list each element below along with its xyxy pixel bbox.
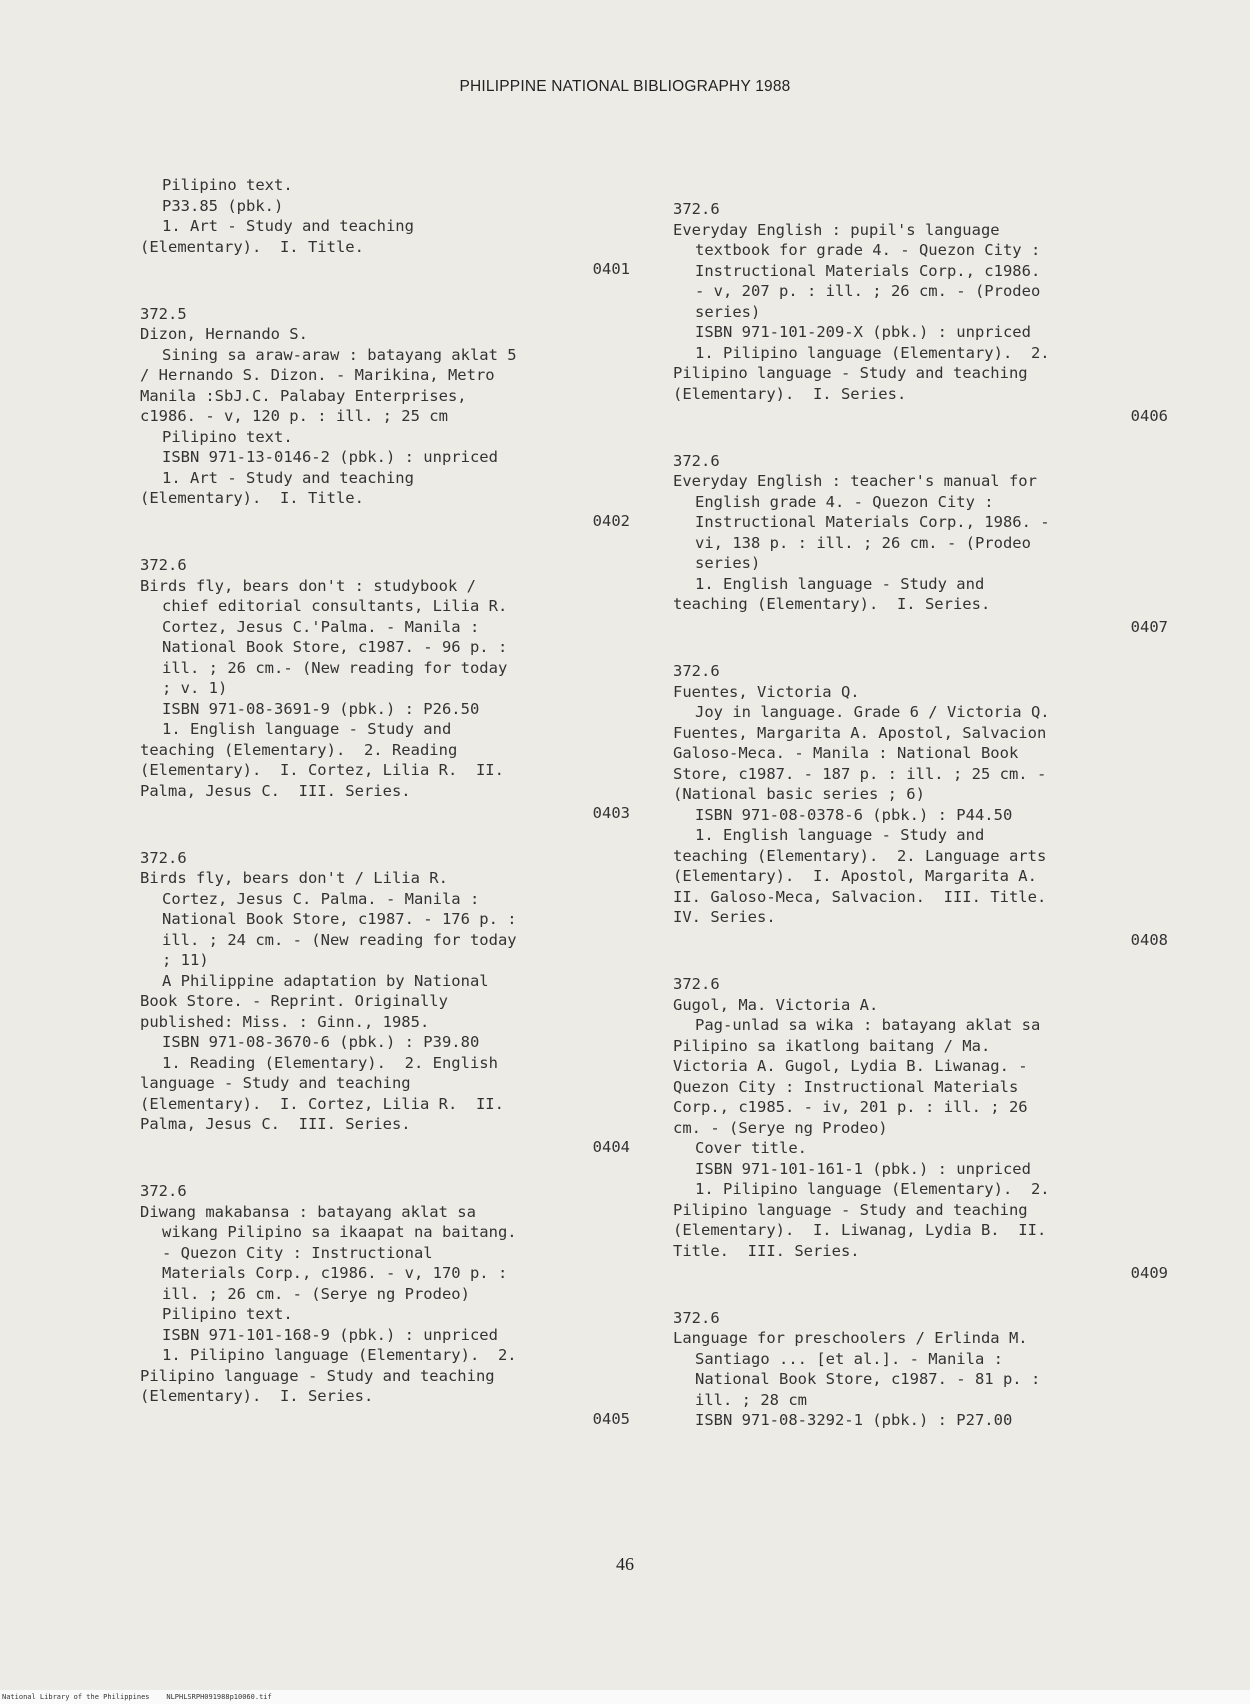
entry-line: Sining sa araw-araw : batayang aklat 5 <box>162 345 517 364</box>
class-number: 372.5 <box>140 304 187 323</box>
entry-line: Galoso-Meca. - Manila : National Book <box>673 744 1019 762</box>
class-number: 372.6 <box>673 975 720 993</box>
entry-number: 0402 <box>592 511 630 530</box>
entry-number: 0408 <box>1130 930 1168 949</box>
entry-number: 0409 <box>1130 1264 1168 1282</box>
entry-line: 1. Reading (Elementary). 2. English <box>162 1053 498 1072</box>
entry-line: ISBN 971-08-0378-6 (pbk.) : P44.50 <box>695 805 1013 824</box>
entry-line: Pilipino language - Study and teaching <box>673 1200 1028 1219</box>
entry-line: ISBN 971-08-3691-9 (pbk.) : P26.50 <box>162 699 480 718</box>
entry-line: 1. English language - Study and <box>695 574 985 593</box>
entry-line: - v, 207 p. : ill. ; 26 cm. - (Prodeo <box>695 282 1041 300</box>
entry-line: Everyday English : teacher's manual for <box>673 472 1037 490</box>
entry-line: P33.85 (pbk.) <box>162 196 284 215</box>
entry-line: IV. Series. <box>673 908 776 926</box>
entry-line: (Elementary). I. Liwanag, Lydia B. II. <box>673 1221 1047 1239</box>
entry-number: 0405 <box>592 1409 630 1428</box>
entry-line: Dizon, Hernando S. <box>140 325 308 343</box>
entry-line: Victoria A. Gugol, Lydia B. Liwanag. - <box>673 1057 1028 1075</box>
entry-number: 0401 <box>592 260 630 278</box>
bibliography-entry <box>673 451 1168 638</box>
bibliography-entry <box>673 1308 1168 1431</box>
entry-line: Fuentes, Margarita A. Apostol, Salvacion <box>673 723 1047 742</box>
entry-line: National Book Store, c1987. - 81 p. : <box>695 1370 1041 1388</box>
page-number: 46 <box>616 1554 634 1574</box>
entry-line: Materials Corp., c1986. - v, 170 p. : <box>162 1264 508 1282</box>
class-number: 372.6 <box>673 451 720 470</box>
entry-line: ; v. 1) <box>162 679 228 697</box>
entry-line: series) <box>695 554 761 572</box>
entry-line: Cover title. <box>695 1139 807 1157</box>
entry-line: ill. ; 28 cm <box>695 1390 807 1409</box>
left-column <box>140 175 630 1453</box>
entry-line: 1. English language - Study and <box>162 720 452 738</box>
entry-line: Fuentes, Victoria Q. <box>673 682 860 701</box>
entry-line: chief editorial consultants, Lilia R. <box>162 597 508 615</box>
class-number: 372.6 <box>140 556 187 574</box>
entry-line: Store, c1987. - 187 p. : ill. ; 25 cm. - <box>673 764 1047 783</box>
entry-line: Pilipino sa ikatlong baitang / Ma. <box>673 1036 991 1055</box>
entry-line: Pilipino language - Study and teaching <box>140 1366 495 1385</box>
scan-footer: National Library of the Philippines NLPHLSRPH091988p10060.tif <box>0 1690 1250 1704</box>
entry-line: 1. Art - Study and teaching <box>162 468 414 487</box>
bibliography-entry <box>140 304 630 532</box>
entry-line: ill. ; 26 cm. - (Serye ng Prodeo) <box>162 1284 470 1303</box>
entry-line: Diwang makabansa : batayang aklat sa <box>140 1202 476 1221</box>
entry-line: 1. Pilipino language (Elementary). 2. <box>162 1346 517 1364</box>
entry-line: Palma, Jesus C. III. Series. <box>140 781 411 800</box>
class-number: 372.6 <box>673 200 720 218</box>
entry-line: vi, 138 p. : ill. ; 26 cm. - (Prodeo <box>695 533 1031 552</box>
entry-line: Corp., c1985. - iv, 201 p. : ill. ; 26 <box>673 1098 1028 1116</box>
entry-line: ill. ; 26 cm.- (New reading for today <box>162 658 508 677</box>
entry-line: ISBN 971-08-3670-6 (pbk.) : P39.80 <box>162 1033 480 1051</box>
entry-line: Book Store. - Reprint. Originally <box>140 992 448 1010</box>
entry-line: National Book Store, c1987. - 96 p. : <box>162 638 508 656</box>
class-number: 372.6 <box>673 662 720 680</box>
entry-line: (Elementary). I. Series. <box>673 384 907 403</box>
bibliography-entry <box>140 1181 630 1429</box>
right-column <box>673 199 1168 1431</box>
entry-line: ISBN 971-101-161-1 (pbk.) : unpriced <box>695 1159 1031 1178</box>
class-number: 372.6 <box>140 1182 187 1200</box>
bibliography-entry <box>140 848 630 1158</box>
entry-number: 0406 <box>1130 407 1168 425</box>
entry-line: Pilipino text. <box>162 1305 293 1323</box>
entry-line: ill. ; 24 cm. - (New reading for today <box>162 930 517 949</box>
entry-line: ISBN 971-08-3292-1 (pbk.) : P27.00 <box>695 1411 1013 1429</box>
entry-line: Language for preschoolers / Erlinda M. <box>673 1329 1028 1347</box>
entry-line: Pilipino text. <box>162 427 293 446</box>
class-number: 372.6 <box>140 848 187 867</box>
entry-line: teaching (Elementary). 2. Language arts <box>673 846 1047 865</box>
entry-line: Birds fly, bears don't : studybook / <box>140 576 476 595</box>
bibliography-entry <box>140 555 630 824</box>
bibliography-entry <box>673 661 1168 950</box>
entry-line: Birds fly, bears don't / Lilia R. <box>140 869 448 887</box>
entry-line: 1. Pilipino language (Elementary). 2. <box>695 343 1050 362</box>
entry-line: textbook for grade 4. - Quezon City : <box>695 241 1041 259</box>
entry-number: 0404 <box>592 1137 630 1156</box>
entry-line: published: Miss. : Ginn., 1985. <box>140 1012 430 1031</box>
entry-line: Santiago ... [et al.]. - Manila : <box>695 1349 1003 1368</box>
entry-line: (Elementary). I. Cortez, Lilia R. II. <box>140 761 504 779</box>
entry-line: / Hernando S. Dizon. - Marikina, Metro <box>140 366 495 384</box>
entry-line: (Elementary). I. Apostol, Margarita A. <box>673 867 1037 885</box>
entry-line: Pag-unlad sa wika : batayang aklat sa <box>695 1016 1041 1034</box>
entry-line: English grade 4. - Quezon City : <box>695 492 994 511</box>
entry-line: (Elementary). I. Series. <box>140 1387 374 1405</box>
entry-line: ISBN 971-13-0146-2 (pbk.) : unpriced <box>162 448 498 466</box>
entry-line: Palma, Jesus C. III. Series. <box>140 1115 411 1133</box>
entry-line: (Elementary). I. Cortez, Lilia R. II. <box>140 1094 504 1113</box>
entry-line: c1986. - v, 120 p. : ill. ; 25 cm <box>140 407 448 425</box>
entry-line: cm. - (Serye ng Prodeo) <box>673 1118 888 1137</box>
entry-line: wikang Pilipino sa ikaapat na baitang. <box>162 1223 517 1241</box>
entry-number: 0407 <box>1130 617 1168 636</box>
entry-line: Pilipino text. <box>162 176 293 194</box>
entry-line: Manila :SbJ.C. Palabay Enterprises, <box>140 386 467 405</box>
entry-line: (National basic series ; 6) <box>673 785 925 803</box>
entry-line: National Book Store, c1987. - 176 p. : <box>162 910 517 928</box>
entry-line: Everyday English : pupil's language <box>673 220 1000 239</box>
entry-line: 1. Pilipino language (Elementary). 2. <box>695 1180 1050 1198</box>
entry-line: Instructional Materials Corp., c1986. <box>695 261 1041 280</box>
entry-line: (Elementary). I. Title. <box>140 489 364 507</box>
entry-number: 0403 <box>592 804 630 822</box>
entry-line: (Elementary). I. Title. <box>140 237 364 256</box>
entry-line: A Philippine adaptation by National <box>162 971 489 990</box>
entry-line: Quezon City : Instructional Materials <box>673 1077 1019 1096</box>
entry-line: Gugol, Ma. Victoria A. <box>673 995 879 1014</box>
entry-line: language - Study and teaching <box>140 1074 411 1092</box>
entry-line: series) <box>695 302 761 321</box>
entry-line: Pilipino language - Study and teaching <box>673 364 1028 382</box>
class-number: 372.6 <box>673 1308 720 1327</box>
entry-line: 1. English language - Study and <box>695 826 985 844</box>
entry-line: - Quezon City : Instructional <box>162 1243 433 1262</box>
entry-line: Cortez, Jesus C. Palma. - Manila : <box>162 889 480 908</box>
bibliography-entry <box>673 974 1168 1284</box>
entry-line: ISBN 971-101-168-9 (pbk.) : unpriced <box>162 1325 498 1344</box>
entry-line: ISBN 971-101-209-X (pbk.) : unpriced <box>695 323 1031 341</box>
entry-line: 1. Art - Study and teaching <box>162 217 414 235</box>
entry-line: II. Galoso-Meca, Salvacion. III. Title. <box>673 887 1047 906</box>
continuation-entry <box>140 175 630 280</box>
entry-line: Joy in language. Grade 6 / Victoria Q. <box>695 703 1050 721</box>
entry-line: Instructional Materials Corp., 1986. - <box>695 513 1050 531</box>
entry-line: Title. III. Series. <box>673 1241 860 1260</box>
bibliography-entry <box>673 199 1168 427</box>
page-header-title: PHILIPPINE NATIONAL BIBLIOGRAPHY 1988 <box>459 78 791 95</box>
entry-line: Cortez, Jesus C.'Palma. - Manila : <box>162 617 480 636</box>
entry-line: ; 11) <box>162 951 209 969</box>
entry-line: teaching (Elementary). I. Series. <box>673 595 991 613</box>
entry-line: teaching (Elementary). 2. Reading <box>140 740 458 759</box>
